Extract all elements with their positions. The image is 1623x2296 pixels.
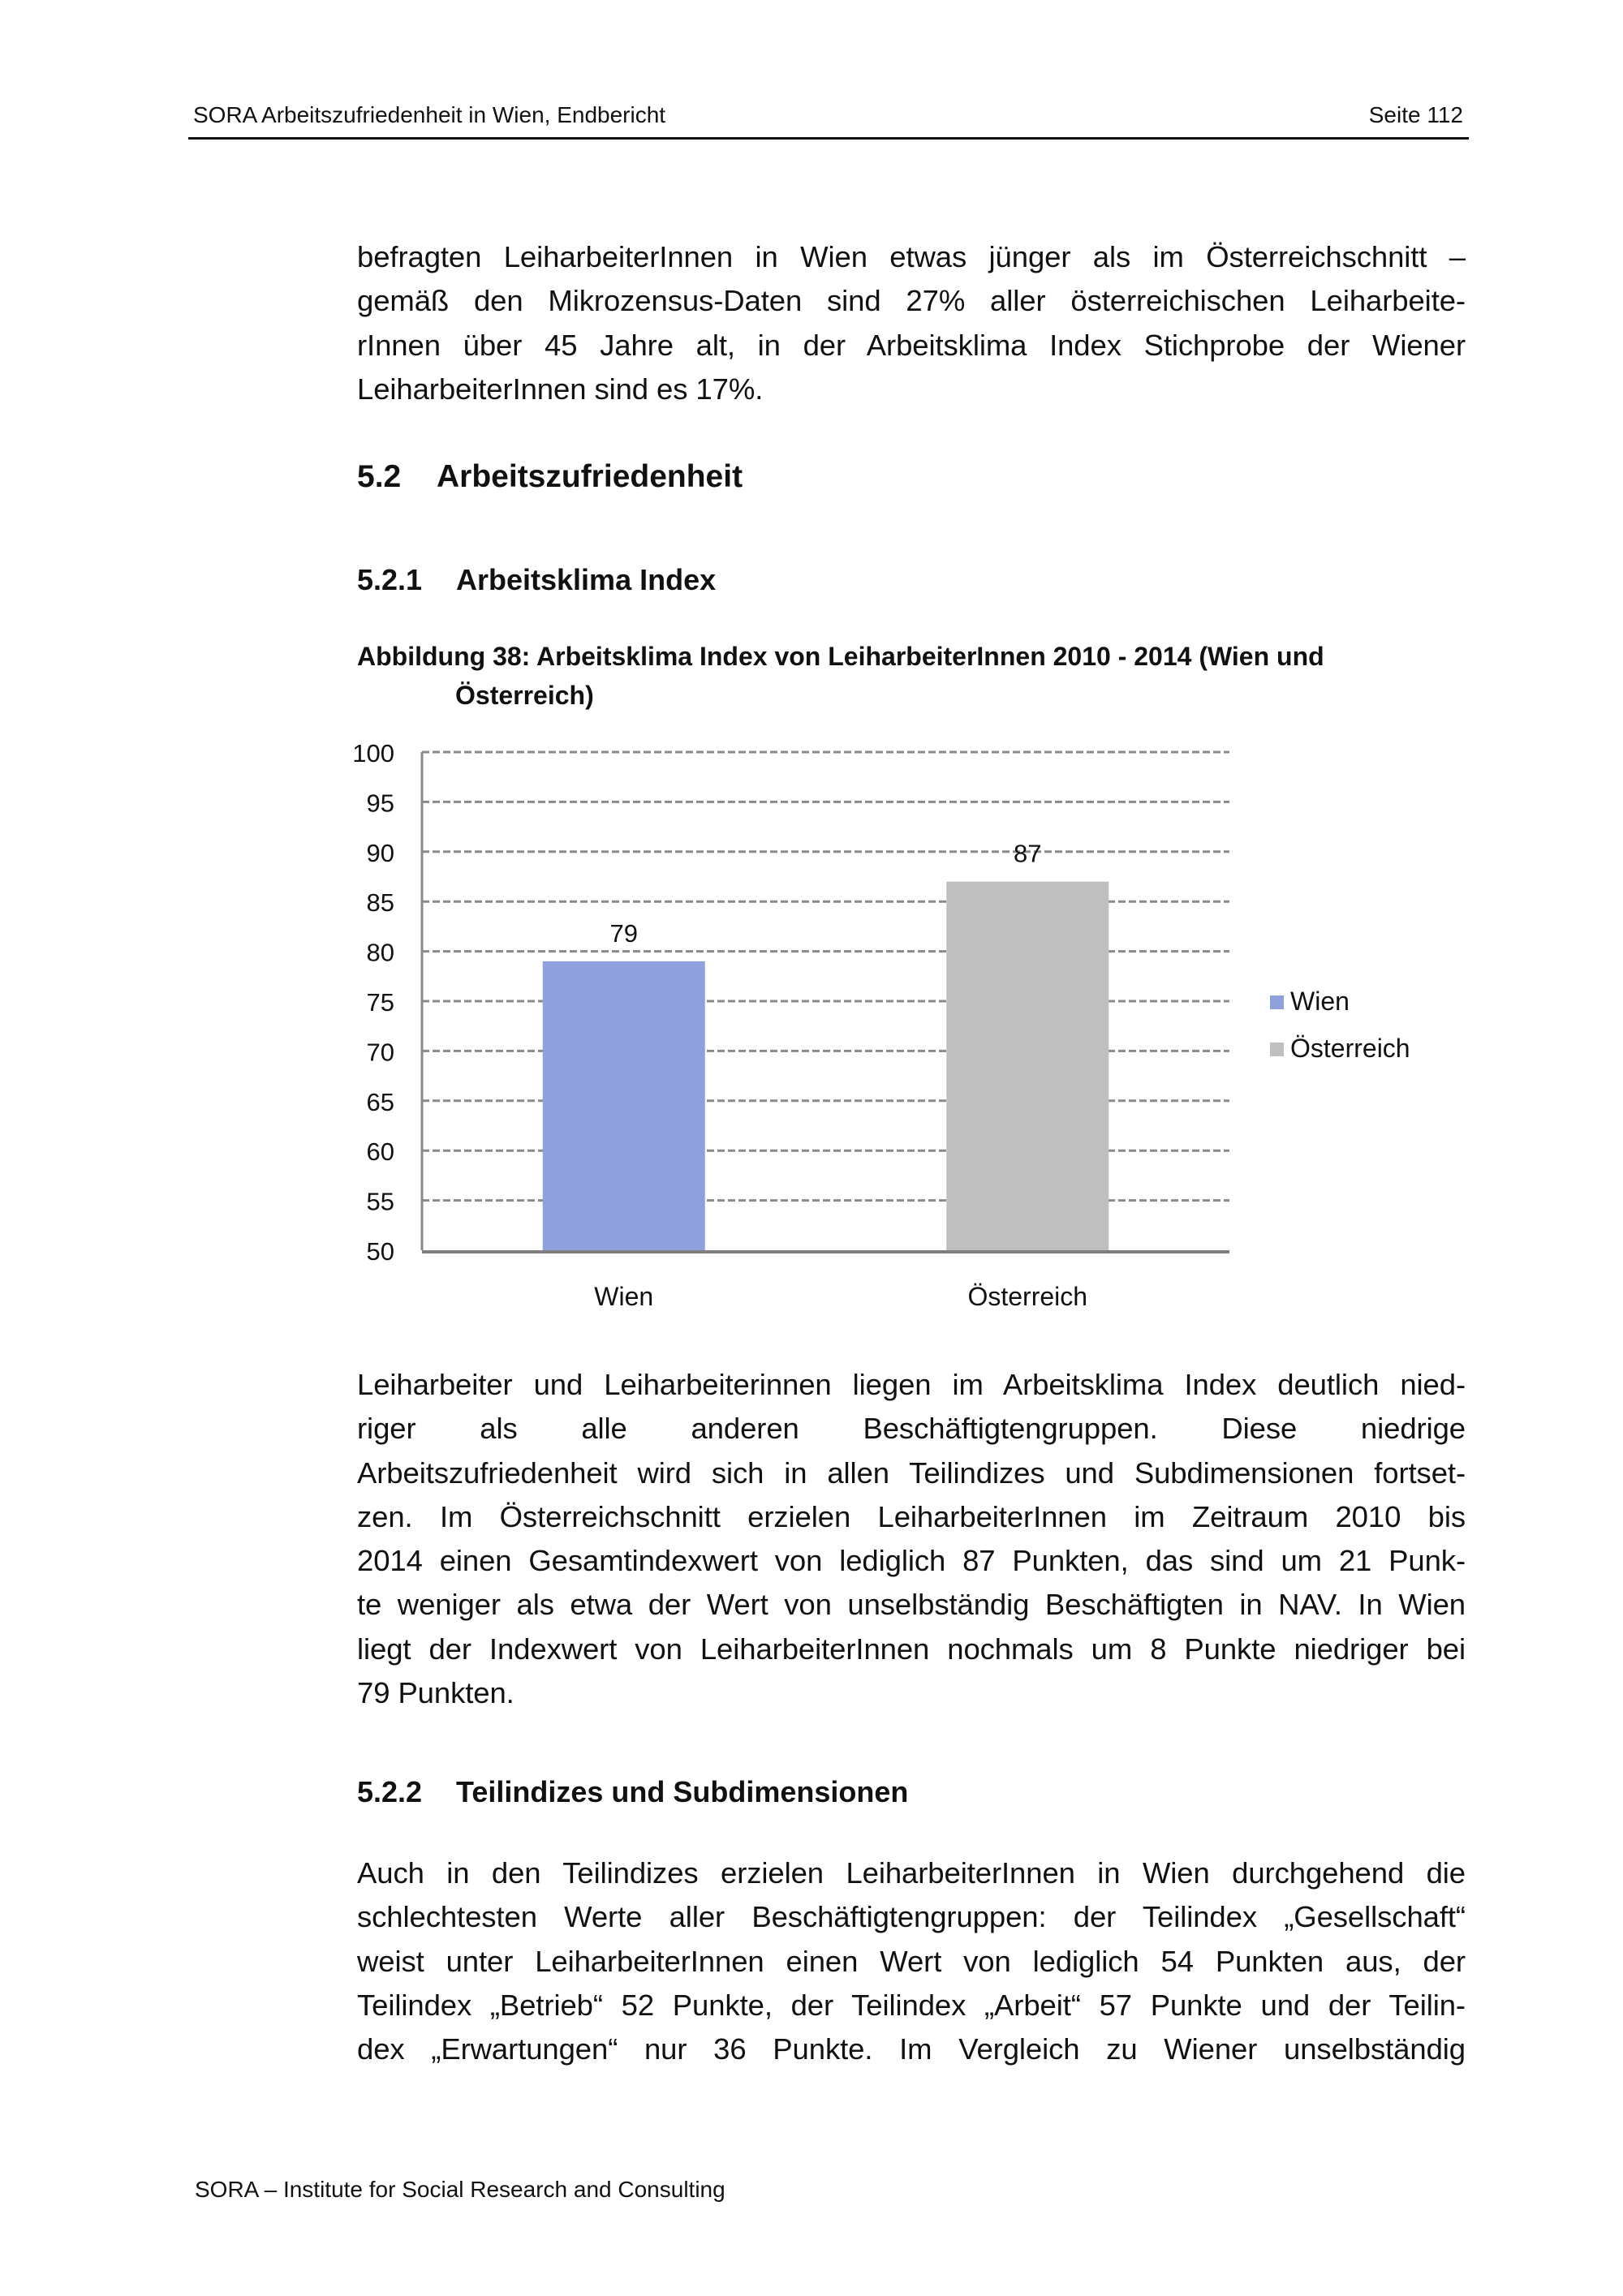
y-tick-label: 55 (366, 1187, 394, 1216)
bar-wien (543, 961, 705, 1250)
legend-swatch (1270, 995, 1284, 1009)
page-footer: SORA – Institute for Social Research and Consulting (195, 2177, 725, 2202)
text-line: zen. Im Österreichschnitt erzielen LeiharbeiterInnen im Zeitraum 2010 bis (357, 1499, 1466, 1533)
paragraph-after-chart (357, 1363, 1466, 1715)
y-tick-label: 80 (366, 938, 394, 967)
section-title: Arbeitsklima Index (456, 563, 717, 596)
caption-line: Österreich) (455, 681, 594, 710)
text-line: schlechtesten Werte aller Beschäftigtengruppen: der Teilindex „Gesellschaft“ (357, 1900, 1466, 1934)
section-number: 5.2.1 (357, 563, 423, 596)
legend-label: Österreich (1290, 1034, 1410, 1063)
legend-swatch (1270, 1043, 1284, 1056)
text-line: weist unter LeiharbeiterInnen einen Wert von lediglich 54 Punkten aus, der (357, 1944, 1466, 1978)
y-tick-label: 60 (366, 1137, 394, 1167)
y-tick-label: 95 (366, 789, 394, 818)
y-tick-label: 50 (366, 1237, 394, 1266)
text-line: liegt der Indexwert von LeiharbeiterInnen nochmals um 8 Punkte niedriger bei (357, 1632, 1466, 1666)
text-line: befragten LeiharbeiterInnen in Wien etwas jünger als im Österreichschnitt – (357, 240, 1466, 273)
data-label: 79 (609, 918, 638, 948)
text-line: te weniger als etwa der Wert von unselbständig Beschäftigten in NAV. In Wien (357, 1588, 1466, 1622)
section-title: Teilindizes und Subdimensionen (456, 1775, 909, 1808)
legend-label: Wien (1290, 987, 1350, 1016)
y-tick-label: 90 (366, 838, 394, 867)
text-line: 2014 einen Gesamtindexwert von lediglich 87 Punkten, das sind um 21 Punk- (357, 1544, 1466, 1578)
text-line: riger als alle anderen Beschäftigtengruppen. Diese niedrige (357, 1412, 1466, 1446)
y-tick-label: 70 (366, 1038, 394, 1067)
text-line: dex „Erwartungen“ nur 36 Punkte. Im Vergleich zu Wiener unselbständig (357, 2032, 1466, 2066)
report-title: SORA Arbeitszufriedenheit in Wien, Endbericht (193, 102, 666, 127)
y-tick-label: 75 (366, 988, 394, 1017)
section-number: 5.2.2 (357, 1775, 423, 1808)
data-label: 87 (1014, 839, 1042, 868)
section-number: 5.2 (357, 459, 402, 494)
y-axis-ticks (352, 739, 394, 1266)
legend (1270, 987, 1410, 1063)
text-line: Auch in den Teilindizes erzielen LeiharbeiterInnen in Wien durchgehend die (357, 1856, 1466, 1890)
x-axis-ticks (594, 1282, 1087, 1311)
text-line: Teilindex „Betrieb“ 52 Punkte, der Teilindex „Arbeit“ 57 Punkte und der Teilin- (357, 1988, 1466, 2022)
section-title: Arbeitszufriedenheit (437, 459, 743, 494)
caption-line: Abbildung 38: Arbeitsklima Index von LeiharbeiterInnen 2010 - 2014 (Wien und (357, 642, 1324, 671)
y-tick-label: 85 (366, 888, 394, 918)
text-line: LeiharbeiterInnen sind es 17%. (357, 372, 764, 406)
text-line: Arbeitszufriedenheit wird sich in allen Teilindizes und Subdimensionen fortset- (357, 1455, 1466, 1490)
text-line: gemäß den Mikrozensus-Daten sind 27% aller österreichischen Leiharbeite- (357, 284, 1466, 318)
x-tick-label: Österreich (967, 1282, 1088, 1311)
paragraph (357, 1363, 1466, 1715)
text-line: rInnen über 45 Jahre alt, in der Arbeitsklima Index Stichprobe der Wiener (357, 328, 1466, 362)
paragraph-teilindizes (357, 1851, 1466, 2071)
text-line: 79 Punkten. (357, 1676, 514, 1710)
section-heading-5-2-2 (357, 1775, 908, 1809)
x-tick-label: Wien (594, 1282, 654, 1311)
bar-oesterreich (946, 882, 1109, 1250)
text-line: Leiharbeiter und Leiharbeiterinnen liegen im Arbeitsklima Index deutlich nied- (357, 1368, 1466, 1401)
page-number: Seite 112 (1368, 102, 1463, 127)
paragraph (357, 1851, 1466, 2071)
y-tick-label: 100 (352, 739, 394, 767)
y-tick-label: 65 (366, 1087, 394, 1116)
